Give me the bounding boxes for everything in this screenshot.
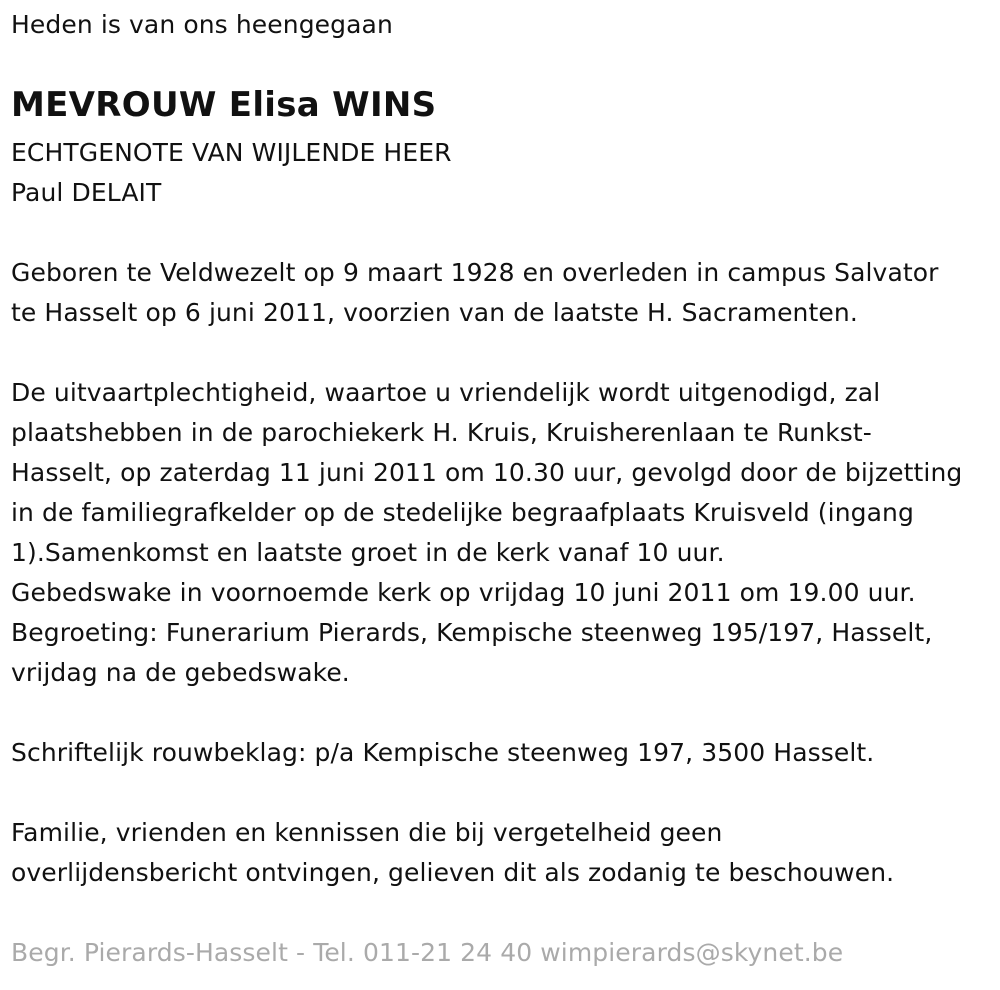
ceremony-line: 1).Samenkomst en laatste groet in de kerk vanaf 10 uur. bbox=[11, 538, 725, 567]
ceremony-line: in de familiegrafkelder op de stedelijke begraafplaats Kruisveld (ingang bbox=[11, 498, 914, 527]
deceased-name: MEVROUW Elisa WINS bbox=[11, 85, 437, 125]
closing-line: Familie, vrienden en kennissen die bij vergetelheid geen bbox=[11, 818, 723, 847]
spouse-name: Paul DELAIT bbox=[11, 178, 162, 207]
ceremony-line: Hasselt, op zaterdag 11 juni 2011 om 10.30 uur, gevolgd door de bijzetting bbox=[11, 458, 963, 487]
funeral-home-footer: Begr. Pierards-Hasselt - Tel. 011-21 24 40 wimpierards@skynet.be bbox=[11, 938, 844, 967]
spouse-relation: ECHTGENOTE VAN WIJLENDE HEER bbox=[11, 138, 452, 167]
ceremony-line: plaatshebben in de parochiekerk H. Kruis, Kruisherenlaan te Runkst- bbox=[11, 418, 872, 447]
ceremony-line: Begroeting: Funerarium Pierards, Kempische steenweg 195/197, Hasselt, bbox=[11, 618, 933, 647]
birth-death-line: Geboren te Veldwezelt op 9 maart 1928 en overleden in campus Salvator bbox=[11, 258, 939, 287]
condolence-address: Schriftelijk rouwbeklag: p/a Kempische steenweg 197, 3500 Hasselt. bbox=[11, 738, 875, 767]
closing-line: overlijdensbericht ontvingen, gelieven dit als zodanig te beschouwen. bbox=[11, 858, 895, 887]
ceremony-line: vrijdag na de gebedswake. bbox=[11, 658, 350, 687]
intro-text: Heden is van ons heengegaan bbox=[11, 10, 393, 39]
birth-death-line: te Hasselt op 6 juni 2011, voorzien van de laatste H. Sacramenten. bbox=[11, 298, 858, 327]
ceremony-line: De uitvaartplechtigheid, waartoe u vriendelijk wordt uitgenodigd, zal bbox=[11, 378, 881, 407]
ceremony-line: Gebedswake in voornoemde kerk op vrijdag 10 juni 2011 om 19.00 uur. bbox=[11, 578, 916, 607]
